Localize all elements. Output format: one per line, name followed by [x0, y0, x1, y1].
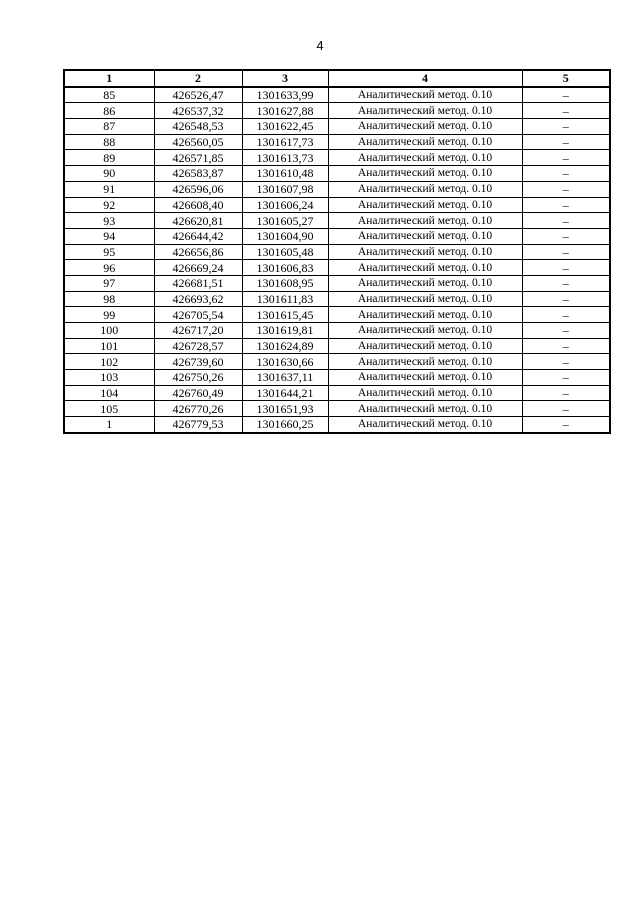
cell-method: Аналитический метод. 0.10 [328, 119, 522, 135]
cell-note: – [522, 166, 610, 182]
cell-x: 426644,42 [154, 228, 242, 244]
table-row [64, 275, 610, 291]
cell-y: 1301610,48 [242, 166, 328, 182]
table-row [64, 228, 610, 244]
cell-x: 426656,86 [154, 244, 242, 260]
cell-y: 1301605,27 [242, 213, 328, 229]
cell-y: 1301608,95 [242, 275, 328, 291]
header-row [64, 70, 610, 87]
cell-x: 426669,24 [154, 260, 242, 276]
cell-y: 1301660,25 [242, 417, 328, 433]
cell-note: – [522, 291, 610, 307]
cell-note: – [522, 150, 610, 166]
cell-point: 101 [64, 338, 154, 354]
cell-point: 90 [64, 166, 154, 182]
cell-point: 96 [64, 260, 154, 276]
cell-y: 1301606,24 [242, 197, 328, 213]
table-row [64, 244, 610, 260]
table-row [64, 370, 610, 386]
cell-x: 426728,57 [154, 338, 242, 354]
cell-x: 426681,51 [154, 275, 242, 291]
table-row [64, 87, 610, 103]
header-cell-x: 2 [154, 70, 242, 87]
table-row [64, 213, 610, 229]
cell-method: Аналитический метод. 0.10 [328, 134, 522, 150]
cell-x: 426608,40 [154, 197, 242, 213]
table-row [64, 354, 610, 370]
table-row [64, 307, 610, 323]
cell-note: – [522, 244, 610, 260]
table-row [64, 401, 610, 417]
cell-x: 426596,06 [154, 181, 242, 197]
cell-method: Аналитический метод. 0.10 [328, 197, 522, 213]
cell-point: 102 [64, 354, 154, 370]
cell-point: 97 [64, 275, 154, 291]
cell-x: 426571,85 [154, 150, 242, 166]
cell-y: 1301604,90 [242, 228, 328, 244]
header-cell-note: 5 [522, 70, 610, 87]
cell-y: 1301622,45 [242, 119, 328, 135]
cell-x: 426760,49 [154, 385, 242, 401]
cell-method: Аналитический метод. 0.10 [328, 307, 522, 323]
table-row [64, 150, 610, 166]
table-row [64, 181, 610, 197]
cell-method: Аналитический метод. 0.10 [328, 401, 522, 417]
table-row [64, 338, 610, 354]
cell-method: Аналитический метод. 0.10 [328, 103, 522, 119]
cell-y: 1301627,88 [242, 103, 328, 119]
cell-point: 103 [64, 370, 154, 386]
cell-y: 1301644,21 [242, 385, 328, 401]
cell-note: – [522, 401, 610, 417]
cell-note: – [522, 103, 610, 119]
cell-point: 99 [64, 307, 154, 323]
cell-note: – [522, 213, 610, 229]
coordinates-table [63, 69, 611, 434]
cell-method: Аналитический метод. 0.10 [328, 213, 522, 229]
cell-method: Аналитический метод. 0.10 [328, 260, 522, 276]
cell-point: 89 [64, 150, 154, 166]
cell-y: 1301637,11 [242, 370, 328, 386]
cell-note: – [522, 275, 610, 291]
cell-method: Аналитический метод. 0.10 [328, 385, 522, 401]
table-row [64, 260, 610, 276]
cell-y: 1301619,81 [242, 323, 328, 339]
table-row [64, 197, 610, 213]
table-row [64, 385, 610, 401]
cell-method: Аналитический метод. 0.10 [328, 354, 522, 370]
cell-y: 1301611,83 [242, 291, 328, 307]
cell-point: 98 [64, 291, 154, 307]
cell-x: 426705,54 [154, 307, 242, 323]
cell-method: Аналитический метод. 0.10 [328, 228, 522, 244]
table-row [64, 103, 610, 119]
cell-note: – [522, 260, 610, 276]
cell-note: – [522, 385, 610, 401]
cell-x: 426717,20 [154, 323, 242, 339]
table-row [64, 134, 610, 150]
cell-point: 91 [64, 181, 154, 197]
cell-method: Аналитический метод. 0.10 [328, 417, 522, 433]
table-body [64, 87, 610, 433]
cell-method: Аналитический метод. 0.10 [328, 291, 522, 307]
cell-x: 426537,32 [154, 103, 242, 119]
cell-note: – [522, 323, 610, 339]
cell-x: 426693,62 [154, 291, 242, 307]
cell-y: 1301606,83 [242, 260, 328, 276]
cell-x: 426620,81 [154, 213, 242, 229]
cell-x: 426770,26 [154, 401, 242, 417]
cell-point: 88 [64, 134, 154, 150]
cell-point: 1 [64, 417, 154, 433]
header-cell-y: 3 [242, 70, 328, 87]
cell-method: Аналитический метод. 0.10 [328, 338, 522, 354]
cell-method: Аналитический метод. 0.10 [328, 370, 522, 386]
cell-x: 426779,53 [154, 417, 242, 433]
cell-method: Аналитический метод. 0.10 [328, 150, 522, 166]
cell-y: 1301617,73 [242, 134, 328, 150]
cell-y: 1301605,48 [242, 244, 328, 260]
cell-y: 1301633,99 [242, 87, 328, 103]
cell-note: – [522, 417, 610, 433]
cell-note: – [522, 181, 610, 197]
cell-point: 93 [64, 213, 154, 229]
cell-note: – [522, 197, 610, 213]
table-row [64, 291, 610, 307]
cell-point: 92 [64, 197, 154, 213]
cell-point: 95 [64, 244, 154, 260]
cell-point: 85 [64, 87, 154, 103]
cell-method: Аналитический метод. 0.10 [328, 87, 522, 103]
cell-point: 104 [64, 385, 154, 401]
cell-point: 94 [64, 228, 154, 244]
cell-note: – [522, 307, 610, 323]
cell-x: 426560,05 [154, 134, 242, 150]
cell-note: – [522, 119, 610, 135]
cell-note: – [522, 134, 610, 150]
cell-x: 426739,60 [154, 354, 242, 370]
table-header [64, 70, 610, 87]
cell-method: Аналитический метод. 0.10 [328, 323, 522, 339]
cell-x: 426548,53 [154, 119, 242, 135]
cell-x: 426750,26 [154, 370, 242, 386]
cell-x: 426526,47 [154, 87, 242, 103]
cell-note: – [522, 338, 610, 354]
cell-point: 86 [64, 103, 154, 119]
cell-method: Аналитический метод. 0.10 [328, 181, 522, 197]
cell-note: – [522, 87, 610, 103]
cell-x: 426583,87 [154, 166, 242, 182]
table-row [64, 119, 610, 135]
cell-y: 1301651,93 [242, 401, 328, 417]
cell-y: 1301613,73 [242, 150, 328, 166]
cell-method: Аналитический метод. 0.10 [328, 244, 522, 260]
cell-point: 87 [64, 119, 154, 135]
cell-note: – [522, 228, 610, 244]
cell-y: 1301624,89 [242, 338, 328, 354]
table-row [64, 323, 610, 339]
cell-y: 1301615,45 [242, 307, 328, 323]
header-cell-method: 4 [328, 70, 522, 87]
cell-method: Аналитический метод. 0.10 [328, 166, 522, 182]
page-number: 4 [316, 38, 324, 53]
cell-note: – [522, 354, 610, 370]
cell-note: – [522, 370, 610, 386]
cell-y: 1301630,66 [242, 354, 328, 370]
table-row [64, 417, 610, 433]
header-cell-point: 1 [64, 70, 154, 87]
cell-point: 100 [64, 323, 154, 339]
table-row [64, 166, 610, 182]
cell-method: Аналитический метод. 0.10 [328, 275, 522, 291]
cell-y: 1301607,98 [242, 181, 328, 197]
cell-point: 105 [64, 401, 154, 417]
